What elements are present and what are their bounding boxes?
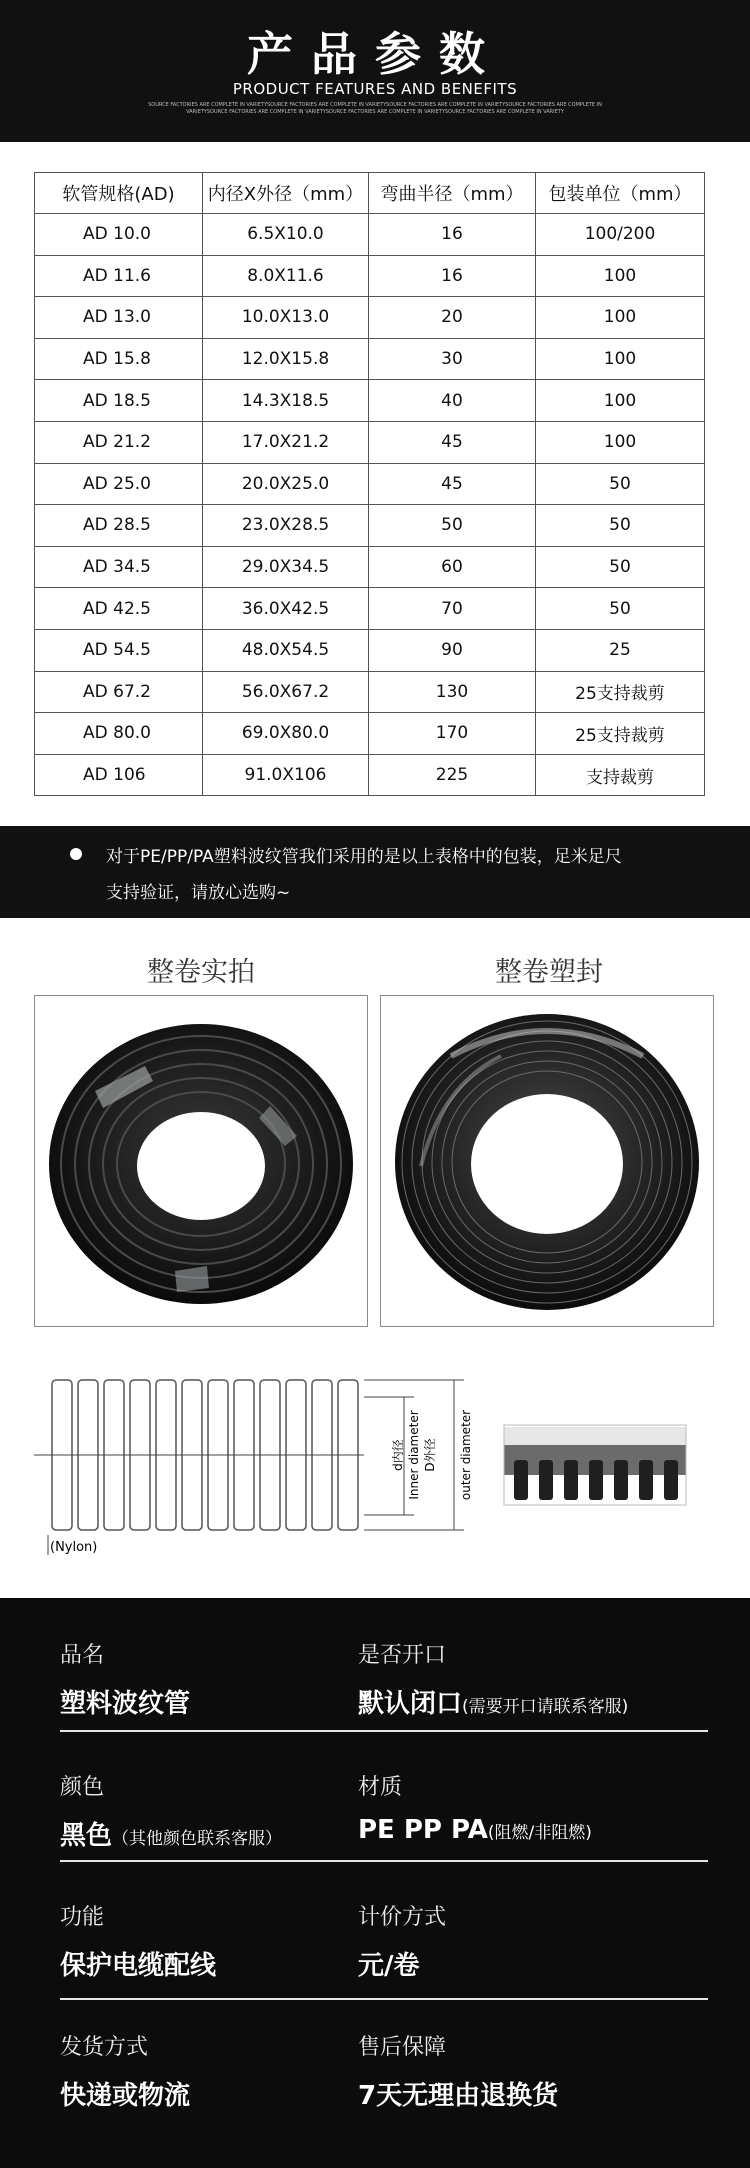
cell-diameter: 36.0X42.5 — [203, 588, 369, 630]
cell-package: 100 — [536, 380, 705, 422]
cell-package: 100 — [536, 297, 705, 339]
cell-model: AD 15.8 — [35, 338, 203, 380]
cell-model: AD 21.2 — [35, 421, 203, 463]
spec-table-header-row — [35, 173, 705, 214]
attr-shipping: 发货方式 快递或物流 — [60, 2035, 191, 2111]
cell-bend-radius: 30 — [369, 338, 536, 380]
cell-bend-radius: 20 — [369, 297, 536, 339]
coil-image — [35, 996, 367, 1326]
cell-model: AD 10.0 — [35, 214, 203, 256]
cell-package: 50 — [536, 505, 705, 547]
cell-diameter: 23.0X28.5 — [203, 505, 369, 547]
spec-table-row — [35, 255, 705, 297]
cell-model: AD 67.2 — [35, 671, 203, 713]
cell-bend-radius: 90 — [369, 629, 536, 671]
cell-diameter: 29.0X34.5 — [203, 546, 369, 588]
cell-model: AD 54.5 — [35, 629, 203, 671]
attr-after-sales: 售后保障 7天无理由退换货 — [358, 2035, 559, 2111]
header-fine-print: SOURCE FACTORIES ARE COMPLETE IN VARIETYSOURCE FACTORIES ARE COMPLETE IN VARIETYSOURCE FACTORIES ARE COMPLETE IN VARIETYSOURCE FACTORIES ARE COMPLETE IN VARIETYSOURCE FACTORIES ARE COMPLETE IN VARIETYSOURCE FACTORIES ARE COMPLETE IN VARIETYSOURCE FACTORIES ARE COMPLETE IN VARIETY — [148, 102, 602, 115]
cell-package: 25支持裁剪 — [536, 713, 705, 755]
attr-opening: 是否开口 默认闭口(需要开口请联系客服) — [358, 1643, 629, 1719]
coil-photo — [34, 995, 368, 1327]
cell-model: AD 80.0 — [35, 713, 203, 755]
cell-package: 100/200 — [536, 214, 705, 256]
cell-diameter: 12.0X15.8 — [203, 338, 369, 380]
cell-package: 50 — [536, 463, 705, 505]
tube-diagram — [34, 1365, 716, 1565]
cell-bend-radius: 45 — [369, 421, 536, 463]
cell-bend-radius: 170 — [369, 713, 536, 755]
sealed-coil-image — [381, 996, 713, 1326]
cell-model: AD 11.6 — [35, 255, 203, 297]
outer-diameter-cn-label: D外径 — [423, 1438, 437, 1472]
cell-model: AD 18.5 — [35, 380, 203, 422]
cell-diameter: 69.0X80.0 — [203, 713, 369, 755]
cell-package: 50 — [536, 546, 705, 588]
cell-diameter: 8.0X11.6 — [203, 255, 369, 297]
cell-package: 100 — [536, 338, 705, 380]
cell-model: AD 34.5 — [35, 546, 203, 588]
spec-table-row — [35, 713, 705, 755]
spec-table-row — [35, 546, 705, 588]
header-banner — [0, 0, 750, 142]
spec-table-row — [35, 671, 705, 713]
corrugated-tube-drawing — [34, 1365, 716, 1565]
inner-diameter-en-label: Inner diameter — [407, 1410, 421, 1500]
cell-model: AD 42.5 — [35, 588, 203, 630]
packaging-note — [0, 826, 750, 918]
spec-table-row — [35, 588, 705, 630]
cell-package: 100 — [536, 255, 705, 297]
spec-table-row — [35, 463, 705, 505]
cell-bend-radius: 130 — [369, 671, 536, 713]
cell-model: AD 28.5 — [35, 505, 203, 547]
cell-bend-radius: 16 — [369, 255, 536, 297]
cell-diameter: 20.0X25.0 — [203, 463, 369, 505]
cell-diameter: 10.0X13.0 — [203, 297, 369, 339]
spec-table-row — [35, 297, 705, 339]
spec-table-row — [35, 338, 705, 380]
cell-bend-radius: 45 — [369, 463, 536, 505]
cell-package: 25支持裁剪 — [536, 671, 705, 713]
cell-model: AD 106 — [35, 754, 203, 796]
inner-diameter-cn-label: d内径 — [391, 1439, 405, 1471]
material-label: (Nylon) — [50, 1540, 98, 1555]
note-line-2: 支持验证，请放心选购~ — [106, 883, 291, 903]
page-subtitle: PRODUCT FEATURES AND BENEFITS — [232, 80, 518, 98]
attr-name: 品名 塑料波纹管 — [60, 1643, 191, 1719]
cell-diameter: 48.0X54.5 — [203, 629, 369, 671]
cell-model: AD 13.0 — [35, 297, 203, 339]
divider — [60, 1998, 708, 2000]
photo-title-sealed: 整卷塑封 — [495, 957, 603, 988]
attr-material: 材质 PE PP PA(阻燃/非阻燃) — [358, 1775, 592, 1845]
attr-pricing: 计价方式 元/卷 — [358, 1905, 447, 1981]
cell-bend-radius: 70 — [369, 588, 536, 630]
outer-diameter-en-label: outer diameter — [459, 1409, 473, 1501]
col-header-diameter: 内径X外径（mm） — [203, 173, 369, 214]
col-header-bend-radius: 弯曲半径（mm） — [369, 173, 536, 214]
cell-package: 50 — [536, 588, 705, 630]
attr-function: 功能 保护电缆配线 — [60, 1905, 217, 1981]
cell-diameter: 6.5X10.0 — [203, 214, 369, 256]
sealed-coil-photo — [380, 995, 714, 1327]
spec-table-row — [35, 505, 705, 547]
cell-bend-radius: 50 — [369, 505, 536, 547]
cell-package: 100 — [536, 421, 705, 463]
cell-diameter: 17.0X21.2 — [203, 421, 369, 463]
cell-diameter: 56.0X67.2 — [203, 671, 369, 713]
spec-table-row — [35, 380, 705, 422]
spec-table — [34, 172, 705, 796]
cross-section-icon — [504, 1425, 686, 1505]
cell-diameter: 91.0X106 — [203, 754, 369, 796]
cell-bend-radius: 40 — [369, 380, 536, 422]
spec-table-row — [35, 214, 705, 256]
col-header-model: 软管规格(AD) — [35, 173, 203, 214]
spec-table-row — [35, 629, 705, 671]
cell-bend-radius: 60 — [369, 546, 536, 588]
divider — [60, 1730, 708, 1732]
spec-table-row — [35, 754, 705, 796]
cell-package: 25 — [536, 629, 705, 671]
col-header-package: 包装单位（mm） — [536, 173, 705, 214]
bullet-dot-icon — [70, 848, 82, 860]
cell-package: 支持裁剪 — [536, 754, 705, 796]
cell-bend-radius: 16 — [369, 214, 536, 256]
note-line-1: 对于PE/PP/PA塑料波纹管我们采用的是以上表格中的包装，足米足尺 — [106, 847, 622, 867]
product-attributes — [0, 1598, 750, 2168]
cell-model: AD 25.0 — [35, 463, 203, 505]
attr-color: 颜色 黑色（其他颜色联系客服） — [60, 1775, 283, 1851]
cell-bend-radius: 225 — [369, 754, 536, 796]
page-title: 产品参数 — [247, 27, 503, 81]
cell-diameter: 14.3X18.5 — [203, 380, 369, 422]
photo-title-coil: 整卷实拍 — [147, 957, 255, 988]
spec-table-row — [35, 421, 705, 463]
divider — [60, 1860, 708, 1862]
